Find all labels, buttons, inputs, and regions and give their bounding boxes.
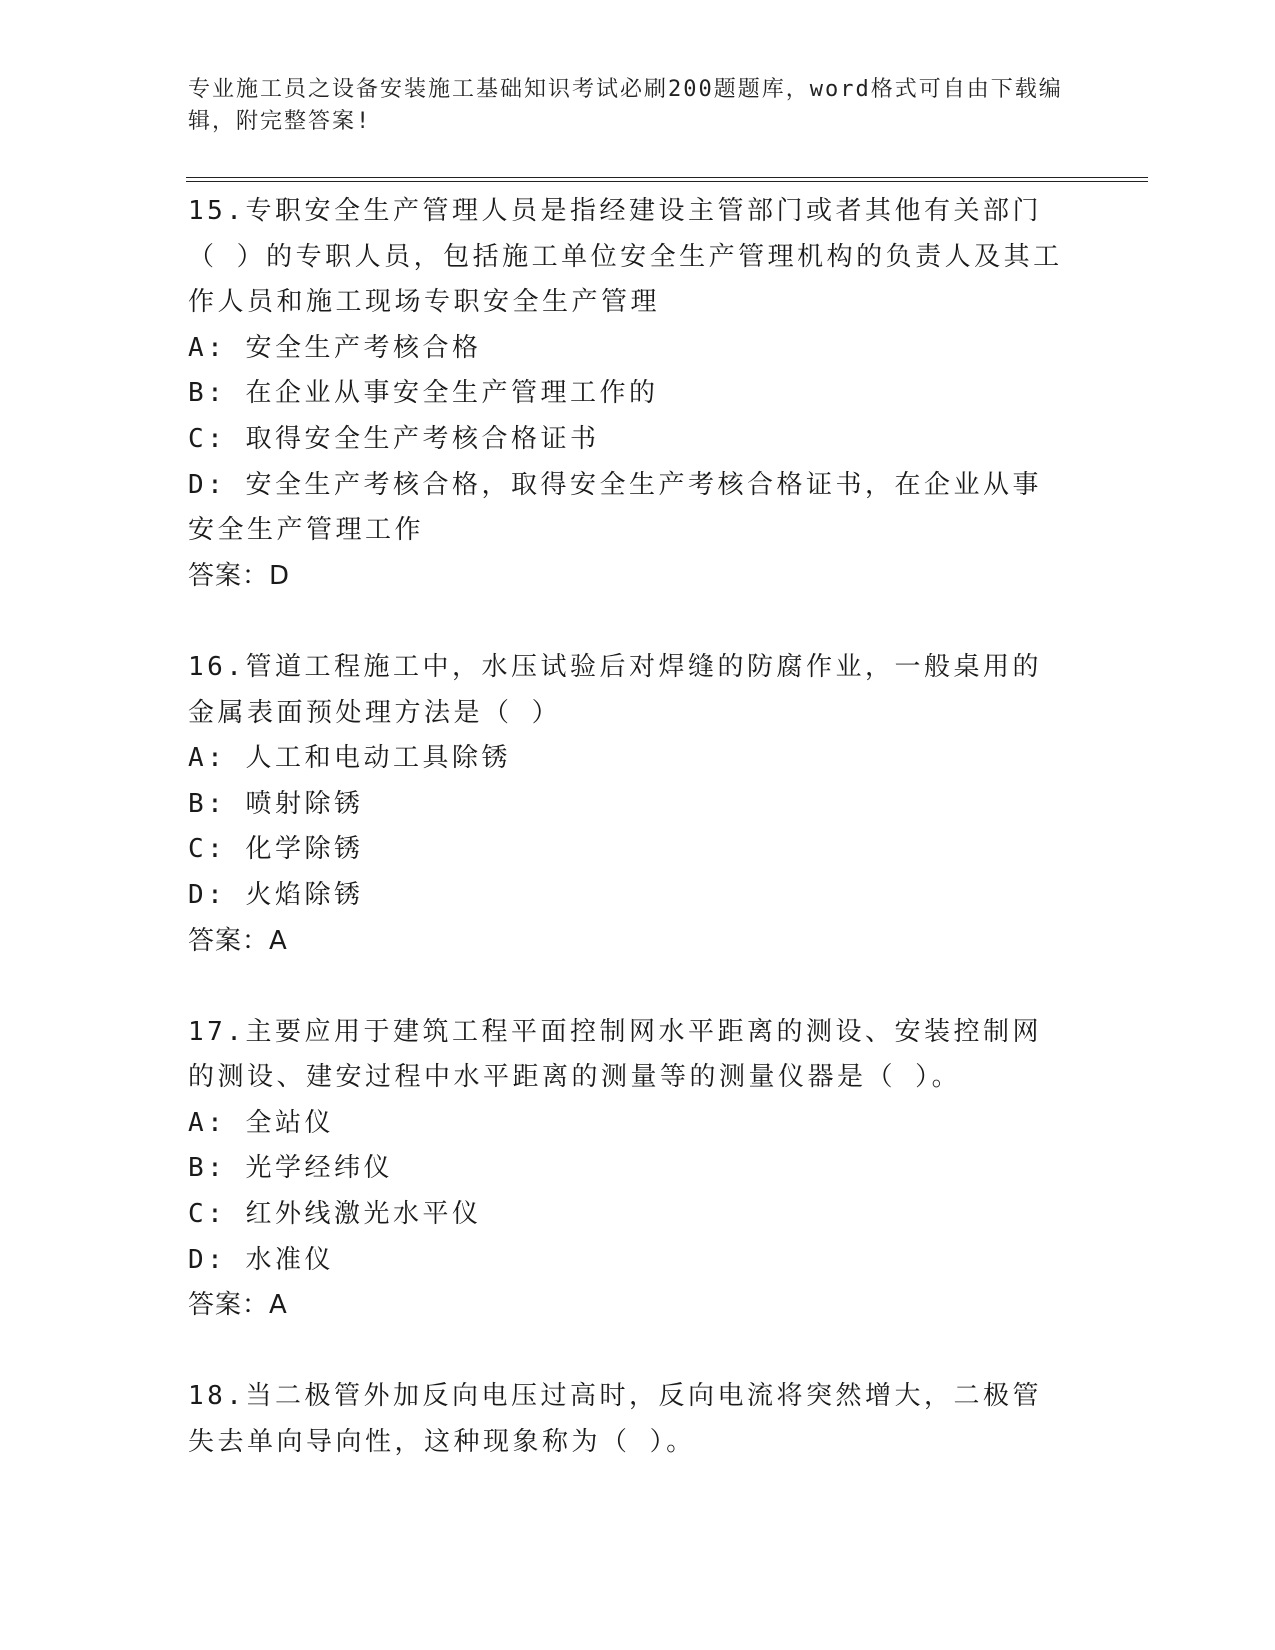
question-17 [188, 1010, 1068, 1329]
option-b: B: 光学经纬仪 [188, 1153, 393, 1184]
question-list [188, 189, 1068, 1466]
option-c: C: 化学除锈 [188, 834, 364, 865]
option-c: C: 取得安全生产考核合格证书 [188, 423, 600, 454]
option-d: D: 安全生产考核合格，取得安全生产考核合格证书，在企业从事安全生产管理工作 [188, 469, 1042, 546]
question-stem: 18.当二极管外加反向电压过高时，反向电流将突然增大，二极管失去单向导向性，这种现象称为（ ）。 [188, 1381, 1042, 1458]
option-c: C: 红外线激光水平仪 [188, 1199, 482, 1230]
question-16 [188, 645, 1068, 964]
question-18 [188, 1374, 1068, 1465]
option-d: D: 火焰除锈 [188, 879, 364, 910]
option-b: B: 喷射除锈 [188, 788, 364, 819]
question-stem: 17.主要应用于建筑工程平面控制网水平距离的测设、安装控制网的测设、建安过程中水平距离的测量等的测量仪器是（ ）。 [188, 1016, 1042, 1093]
header-divider-bottom [186, 181, 1148, 182]
option-a: A: 人工和电动工具除锈 [188, 743, 511, 774]
question-stem: 16.管道工程施工中，水压试验后对焊缝的防腐作业，一般桌用的金属表面预处理方法是（ ） [188, 651, 1042, 728]
option-a: A: 全站仪 [188, 1107, 334, 1138]
answer-label: 答案：A [188, 1290, 288, 1321]
answer-label: 答案：D [188, 560, 291, 591]
question-stem: 15.专职安全生产管理人员是指经建设主管部门或者其他有关部门（ ）的专职人员，包括施工单位安全生产管理机构的负责人及其工作人员和施工现场专职安全生产管理 [188, 196, 1063, 318]
question-15 [188, 189, 1068, 599]
header-divider-top [186, 177, 1148, 178]
answer-label: 答案：A [188, 925, 288, 956]
option-a: A: 安全生产考核合格 [188, 332, 482, 363]
option-b: B: 在企业从事安全生产管理工作的 [188, 378, 659, 409]
option-d: D: 水准仪 [188, 1244, 334, 1275]
document-header: 专业施工员之设备安装施工基础知识考试必刷200题题库，word格式可自由下载编辑，附完整答案! [188, 77, 1063, 134]
